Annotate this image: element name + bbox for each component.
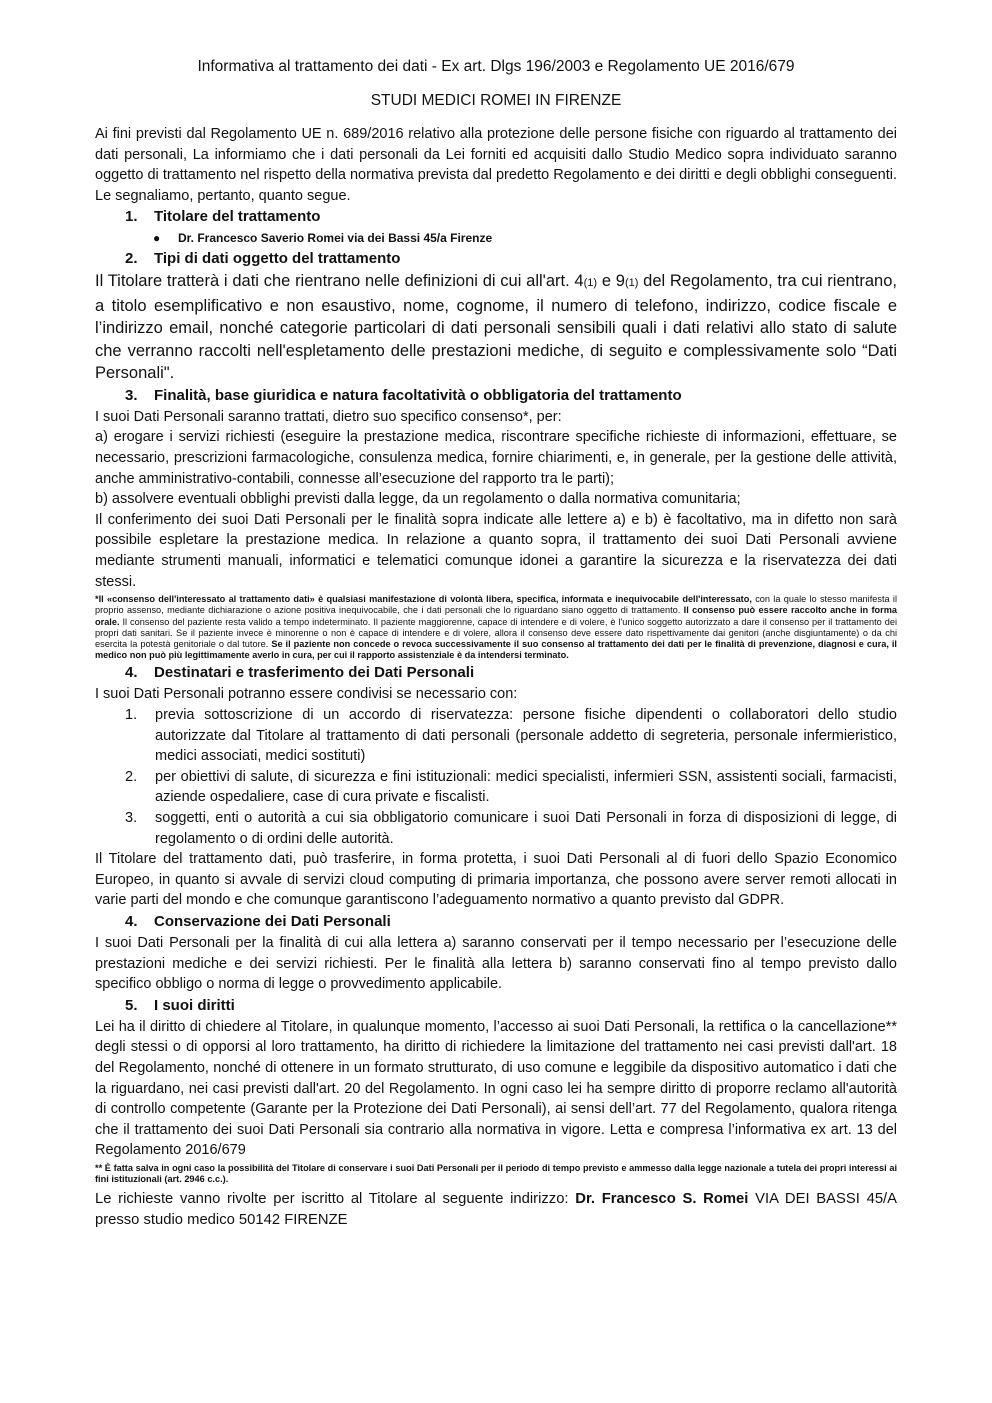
- closing-text: VIA DEI BASSI 45/A presso studio medico 50142 FIRENZE: [95, 1191, 898, 1229]
- list-item: [95, 767, 897, 808]
- finalita-item-a: a) erogare i servizi richiesti (eseguire la prestazione medica, riscontrare specifiche richieste di informazioni, effettuare, se necessario, prescrizioni farmacologiche, consulenza medica, fornire chiarimenti, e, in generale, per la gestione delle attività, anche amministrativo-contabili, connesse all’esecuzione del rapporto tra le parti);: [95, 429, 897, 487]
- footnote-bold: *Il «consenso dell'interessato al trattamento dati» è qualsiasi manifestazione di volontà libera, specifica, informata e inequivocabile dell'interessato,: [95, 594, 752, 605]
- section-title: Destinatari e trasferimento dei Dati Personali: [154, 664, 475, 682]
- section-title: Tipi di dati oggetto del trattamento: [154, 250, 401, 268]
- list-item: [95, 705, 897, 767]
- list-number: 2.: [125, 768, 138, 785]
- document-title: Informativa al trattamento dei dati - Ex art. Dlgs 196/2003 e Regolamento UE 2016/679: [197, 58, 795, 75]
- text-fragment: e 9: [597, 272, 625, 291]
- titolare-short-name: Dr. Francesco S. Romei: [575, 1191, 749, 1208]
- text-fragment: del Regolamento, tra cui rientrano, a titolo esemplificativo e non esaustivo, nome, cognome, il numero di telefono, indirizzo, codice fiscale e l’indirizzo email, nonché categorie particolari di dati personali sensibili quali i dati relativi allo stato di salute che verranno raccolti nell'espletamento delle prestazioni mediche, di seguito e complessivamente solo “Dati Personali".: [95, 272, 897, 383]
- conservazione-footnote: ** È fatta salva in ogni caso la possibilità del Titolare di conservare i suoi Dati Personali per il periodo di tempo previsto e ammesso dalla legge nazionale a tutela dei propri interessi ai fini istituzionali (art. 2946 c.c.).: [95, 1162, 897, 1185]
- section-number: 4.: [125, 664, 138, 682]
- consenso-footnote: [95, 594, 897, 661]
- section-heading-finalita: [125, 385, 897, 407]
- section-heading-destinatari: [125, 662, 897, 684]
- list-text: per obiettivi di salute, di sicurezza e fini istituzionali: medici specialisti, infermieri SSN, assistenti sociali, farmacisti, aziende ospedaliere, case di cura private e fiscalisti.: [155, 768, 897, 806]
- footnote-bold: Il consenso può essere raccolto anche in forma orale.: [95, 605, 897, 627]
- section-heading-titolare: [125, 206, 897, 228]
- footnote-text: con la quale lo stesso manifesta il proprio assenso, mediante dichiarazione o azione positiva inequivocabile, che i dati personali che lo riguardano siano oggetto di trattamento.: [95, 594, 898, 616]
- section-title: Finalità, base giuridica e natura facoltatività o obbligatoria del trattamento: [154, 386, 682, 404]
- intro-paragraph: Ai fini previsti dal Regolamento UE n. 689/2016 relativo alla protezione delle persone fisiche con riguardo al trattamento dei dati personali, La informiamo che i dati personali da Lei forniti ed acquisiti dallo Studio Medico sopra individuato saranno oggetto di trattamento nel rispetto della normativa prevista dal predetto Regolamento e dei diritti e degli obblighi conseguenti. Le segnaliamo, pertanto, quanto segue.: [95, 126, 897, 204]
- section-number: 1.: [125, 208, 138, 226]
- closing-text: Le richieste vanno rivolte per iscritto al Titolare al seguente indirizzo:: [95, 1191, 576, 1208]
- list-text: soggetti, enti o autorità a cui sia obbligatorio comunicare i suoi Dati Personali in forza di disposizioni di legge, di regolamento o di ordini delle autorità.: [155, 810, 897, 847]
- text-fragment: Il Titolare tratterà i dati che rientrano nelle definizioni di cui all'art. 4: [95, 272, 584, 291]
- conservazione-paragraph: I suoi Dati Personali per la finalità di cui alla lettera a) saranno conservati per il tempo necessario per l’esecuzione delle prestazioni mediche e dei servizi richiesti. Per le finalità alla lettera b) saranno conservati fino al tempo previsto dallo specifico obbligo o norma di legge o provvedimento applicabile.: [95, 934, 897, 993]
- section-number: 5.: [125, 996, 138, 1014]
- section-title: Titolare del trattamento: [154, 208, 321, 226]
- list-item: [95, 808, 897, 849]
- reference-mark: (1): [624, 277, 639, 290]
- section-heading-diritti: [125, 995, 897, 1017]
- section-heading-conservazione: [125, 911, 897, 933]
- finalita-intro: I suoi Dati Personali saranno trattati, dietro suo specifico consenso*, per:: [95, 408, 562, 425]
- bullet-item: [153, 228, 897, 248]
- trasferimento-paragraph: Il Titolare del trattamento dati, può trasferire, in forma protetta, i suoi Dati Personali al di fuori dello Spazio Economico Europeo, in quanto si avvale di servizi cloud computing di primaria importanza, che possono avere server remoti allocati in varie parti del mondo e che comunque garantiscono l’adeguamento normativo a quanto previsto dal GDPR.: [95, 851, 897, 909]
- tipi-dati-paragraph: [95, 270, 897, 385]
- section-title: Conservazione dei Dati Personali: [154, 912, 391, 930]
- section-number: 2.: [125, 250, 138, 268]
- list-number: 1.: [125, 707, 138, 724]
- list-text: previa sottoscrizione di un accordo di riservatezza: persone fisiche dipendenti o collaboratori dello studio autorizzate dal Titolare al trattamento di dati personali (personale addetto di segreteria, personale infermieristico, medici associati, medici sostituti): [155, 707, 897, 765]
- destinatari-list: [95, 705, 897, 849]
- destinatari-intro: I suoi Dati Personali potranno essere condivisi se necessario con:: [95, 686, 518, 703]
- finalita-item-b: b) assolvere eventuali obblighi previsti dalla legge, da un regolamento o dalla normativa comunitaria;: [95, 491, 741, 508]
- conferimento-paragraph: Il conferimento dei suoi Dati Personali per le finalità sopra indicate alle lettere a) e b) è facoltativo, ma in difetto non sarà possibile espletare la prestazione medica. In relazione a quanto sopra, il trattamento dei suoi Dati Personali avviene mediante strumenti manuali, informatici e telematici comunque idonei a garantire la sicurezza e la riservatezza dei dati stessi.: [95, 511, 897, 590]
- section-title: I suoi diritti: [154, 996, 235, 1014]
- section-number: 4.: [125, 912, 138, 930]
- list-number: 3.: [125, 810, 138, 826]
- section-heading-tipi-dati: [125, 248, 897, 270]
- diritti-paragraph: Lei ha il diritto di chiedere al Titolare, in qualunque momento, l’accesso ai suoi Dati Personali, la rettifica o la cancellazione** degli stessi o di opporsi al loro trattamento, ha diritto di richiedere la limitazione del trattamento nei casi previsti dall'art. 18 del Regolamento, nonché di ottenere in un formato strutturato, di uso comune e leggibile da dispositivo automatico i dati che la riguardano, nei casi previsti dall'art. 20 del Regolamento. In ogni caso lei ha sempre diritto di proporre reclamo all'autorità di controllo competente (Garante per la Protezione dei Dati Personali), ai sensi dell’art. 77 del Regolamento, qualora ritenga che il trattamento dei suoi Dati Personali sia contrario alla normativa in vigore. Letta e compresa l’informativa ex art. 13 del Regolamento 2016/679: [95, 1018, 897, 1159]
- footnote-bold: Se il paziente non concede o revoca successivamente il suo consenso al trattamento dei dati per le finalità di prevenzione, diagnosi e cura, il medico non può più legittimamente averlo in cura, per cui il rapporto assistenziale è da intendersi terminato.: [95, 639, 897, 661]
- closing-address: [95, 1189, 897, 1231]
- titolare-name: Dr. Francesco Saverio Romei via dei Bassi 45/a Firenze: [178, 231, 493, 246]
- footnote-text: Il consenso del paziente resta valido a tempo indeterminato. Il paziente maggiorenne, capace di intendere e di volere, è l'unico soggetto autorizzato a dare il consenso per il trattamento dei propri dati sanitari. Se il paziente invece è minorenne o non è capace di intendere e di volere, allora il consenso deve essere dato rispettivamente dai genitori (anche disgiuntamente) o da chi esercita la potestà genitoriale o dal tutore.: [95, 616, 897, 650]
- section-number: 3.: [125, 386, 138, 404]
- bullet-dot-icon: ●: [153, 231, 161, 246]
- document-subtitle: STUDI MEDICI ROMEI IN FIRENZE: [370, 92, 622, 109]
- reference-mark: (1): [583, 277, 598, 290]
